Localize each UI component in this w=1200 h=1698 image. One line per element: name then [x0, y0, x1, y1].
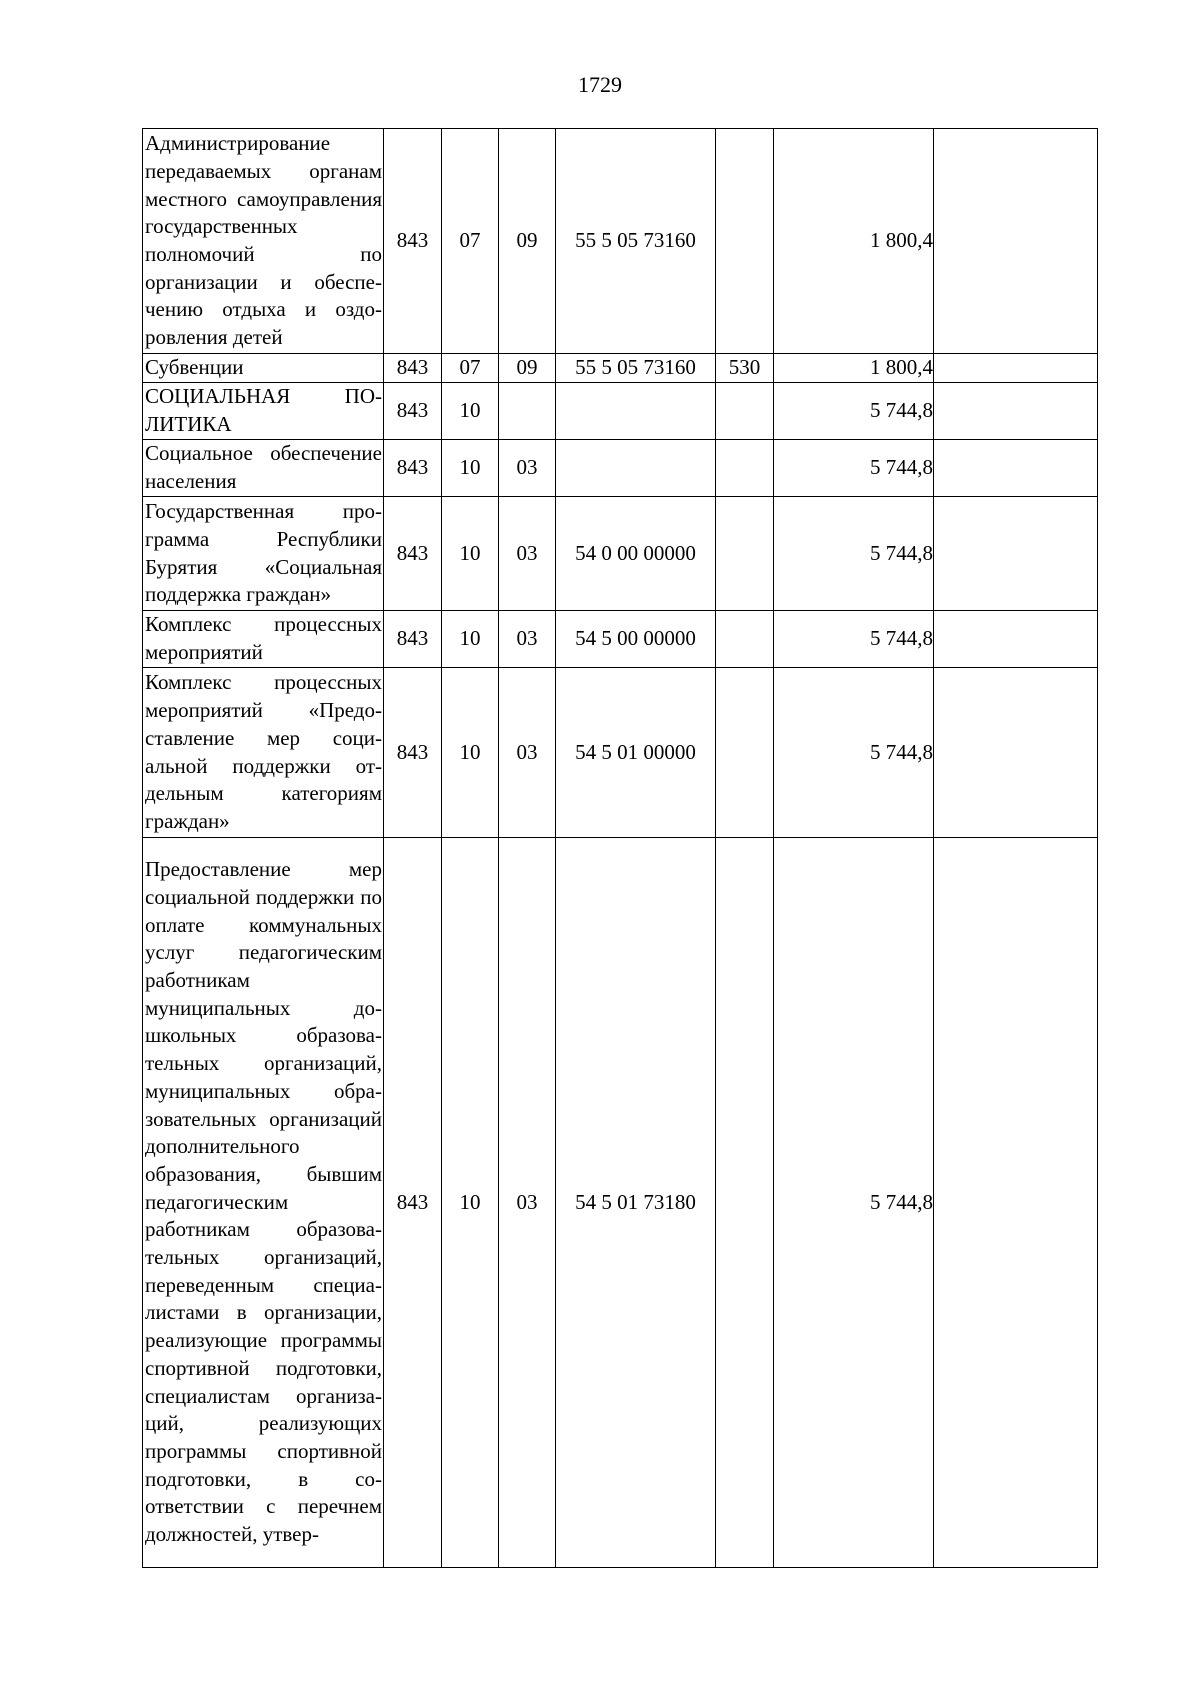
extra-cell	[934, 838, 1098, 1568]
expense-type-code	[716, 497, 774, 611]
row-name: Социальное обеспечение населения	[143, 440, 384, 497]
target-code: 54 5 01 73180	[556, 838, 716, 1568]
extra-cell	[934, 668, 1098, 838]
table-row	[143, 129, 1098, 354]
ministry-code: 843	[384, 497, 442, 611]
table-row	[143, 354, 1098, 383]
table-row	[143, 440, 1098, 497]
extra-cell	[934, 440, 1098, 497]
expense-type-code: 530	[716, 354, 774, 383]
amount: 1 800,4	[774, 129, 934, 354]
section-code: 07	[442, 129, 499, 354]
extra-cell	[934, 354, 1098, 383]
target-code: 55 5 05 73160	[556, 354, 716, 383]
subsection-code: 09	[499, 354, 556, 383]
extra-cell	[934, 383, 1098, 440]
target-code: 54 5 01 00000	[556, 668, 716, 838]
table-row	[143, 383, 1098, 440]
section-code: 10	[442, 668, 499, 838]
amount: 5 744,8	[774, 497, 934, 611]
row-name: Администрирование передаваемых органам местного самоуправления государственных полномочий по организации и обеспечению отдыха и оздоровления детей	[143, 129, 384, 354]
amount: 5 744,8	[774, 668, 934, 838]
target-code	[556, 440, 716, 497]
table-row	[143, 497, 1098, 611]
ministry-code: 843	[384, 354, 442, 383]
extra-cell	[934, 129, 1098, 354]
subsection-code: 09	[499, 129, 556, 354]
subsection-code: 03	[499, 611, 556, 668]
row-name: Комплекс процессных мероприятий «Предоставление мер социальной поддержки отдельным категориям граждан»	[143, 668, 384, 838]
amount: 5 744,8	[774, 611, 934, 668]
extra-cell	[934, 611, 1098, 668]
row-name: Предоставление мер социальной поддержки по оплате коммунальных услуг педагогическим работникам муниципальных дошкольных образовательных организаций, муниципальных образовательных организаций дополнительного образования, бывшим педагогическим работникам образовательных организаций, переведенным специалистами в организации, реализующие программы спортивной подготовки, специалистам организаций, реализующих программы спортивной подготовки, в соответствии с перечнем должностей, утвер-	[143, 838, 384, 1568]
expense-type-code	[716, 611, 774, 668]
extra-cell	[934, 497, 1098, 611]
ministry-code: 843	[384, 440, 442, 497]
page-number: 1729	[578, 72, 622, 97]
subsection-code: 03	[499, 838, 556, 1568]
amount: 1 800,4	[774, 354, 934, 383]
subsection-code: 03	[499, 440, 556, 497]
budget-table	[142, 128, 1098, 1568]
section-code: 10	[442, 383, 499, 440]
ministry-code: 843	[384, 838, 442, 1568]
expense-type-code	[716, 129, 774, 354]
ministry-code: 843	[384, 668, 442, 838]
table-row	[143, 668, 1098, 838]
section-code: 07	[442, 354, 499, 383]
amount: 5 744,8	[774, 383, 934, 440]
section-code: 10	[442, 838, 499, 1568]
expense-type-code	[716, 668, 774, 838]
table-row	[143, 838, 1098, 1568]
section-code: 10	[442, 497, 499, 611]
target-code: 54 0 00 00000	[556, 497, 716, 611]
ministry-code: 843	[384, 611, 442, 668]
expense-type-code	[716, 383, 774, 440]
section-code: 10	[442, 440, 499, 497]
row-name: Комплекс процессных мероприятий	[143, 611, 384, 668]
row-name: Субвенции	[143, 354, 384, 383]
ministry-code: 843	[384, 129, 442, 354]
amount: 5 744,8	[774, 838, 934, 1568]
subsection-code: 03	[499, 668, 556, 838]
expense-type-code	[716, 838, 774, 1568]
expense-type-code	[716, 440, 774, 497]
section-code: 10	[442, 611, 499, 668]
subsection-code: 03	[499, 497, 556, 611]
target-code: 54 5 00 00000	[556, 611, 716, 668]
target-code: 55 5 05 73160	[556, 129, 716, 354]
subsection-code	[499, 383, 556, 440]
target-code	[556, 383, 716, 440]
table-row	[143, 611, 1098, 668]
amount: 5 744,8	[774, 440, 934, 497]
row-name: СОЦИАЛЬНАЯ ПОЛИТИКА	[143, 383, 384, 440]
ministry-code: 843	[384, 383, 442, 440]
row-name: Государственная программа Республики Бурятия «Социальная поддержка граждан»	[143, 497, 384, 611]
